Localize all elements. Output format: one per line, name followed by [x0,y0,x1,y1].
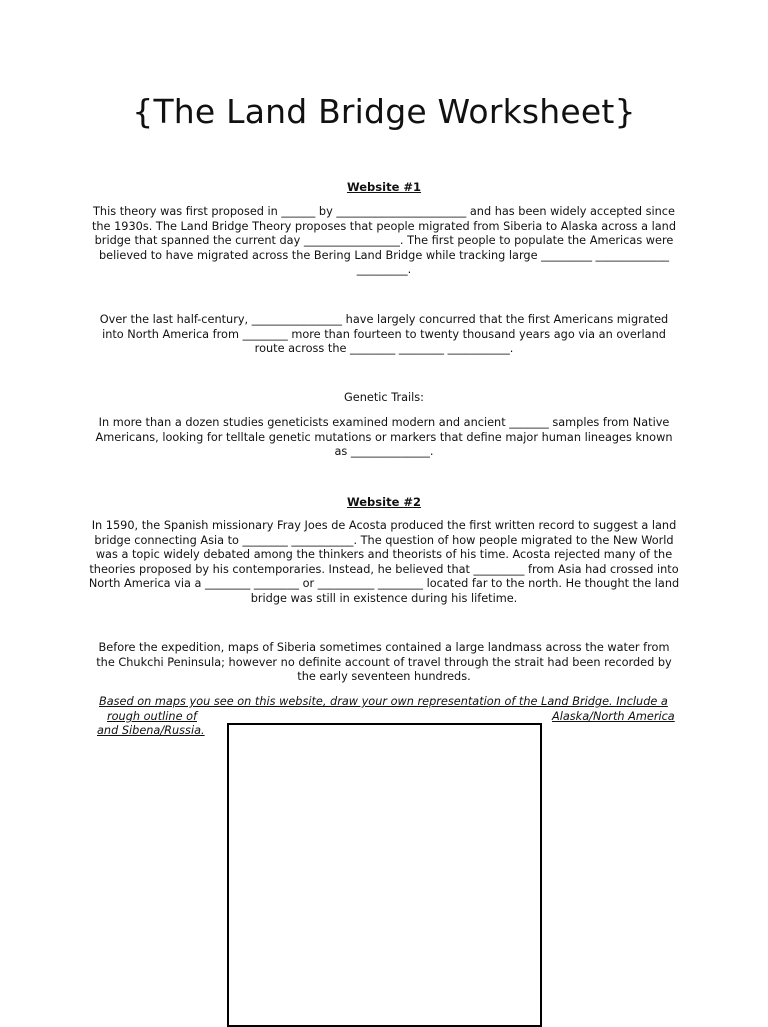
drawing-instruction-line-1: Based on maps you see on this website, draw your own representation of the Land Bridge. Include a [99,695,668,708]
drawing-instruction-left-2: rough outline of [107,710,198,723]
drawing-instruction-left-3: and Sibena/Russia. [97,724,205,737]
website-2-paragraph-2: Before the expedition, maps of Siberia sometimes contained a large landmass across the water from the Chukchi Peninsula; however no definite account of travel through the strait had been recorded by the early seventeen hundreds. [96,641,672,684]
website-1-heading: Website #1 [346,180,422,194]
website-1-paragraph-1: This theory was first proposed in ______ by _______________________ and has been widely accepted since the 1930s. The Land Bridge Theory proposes that people migrated from Siberia to Alaska across a land bridge that spanned the current day _________________. The first people to populate the Americas were believed to have migrated across the Bering Land Bridge while tracking large _________ _____________ _________. [91,205,677,277]
worksheet-title: {The Land Bridge Worksheet} [132,92,636,131]
website-1-paragraph-2: Over the last half-century, ________________ have largely concurred that the first Americans migrated into North America from ________ more than fourteen to twenty thousand years ago via an overland route across the ________ ________ ___________. [99,313,669,356]
genetic-trails-heading: Genetic Trails: [344,391,424,404]
drawing-instruction-right-2: Alaska/North America [552,710,675,723]
website-2-paragraph-1: In 1590, the Spanish missionary Fray Joes de Acosta produced the first written record to suggest a land bridge connecting Asia to ________ ___________. The question of how people migrated to the New World was a topic widely debated among the thinkers and theorists of his time. Acosta rejected many of the theories proposed by his contemporaries. Instead, he believed that _________ from Asia had crossed into North America via a ________ ________ or __________ ________ located far to the north. He thought the land bridge was still in existence during his lifetime. [88,519,680,605]
website-2-heading: Website #2 [346,495,422,509]
drawing-box[interactable] [227,723,542,1027]
website-1-paragraph-3: In more than a dozen studies geneticists examined modern and ancient _______ samples from Native Americans, looking for telltale genetic mutations or markers that define major human lineages known as ______________. [95,416,673,459]
